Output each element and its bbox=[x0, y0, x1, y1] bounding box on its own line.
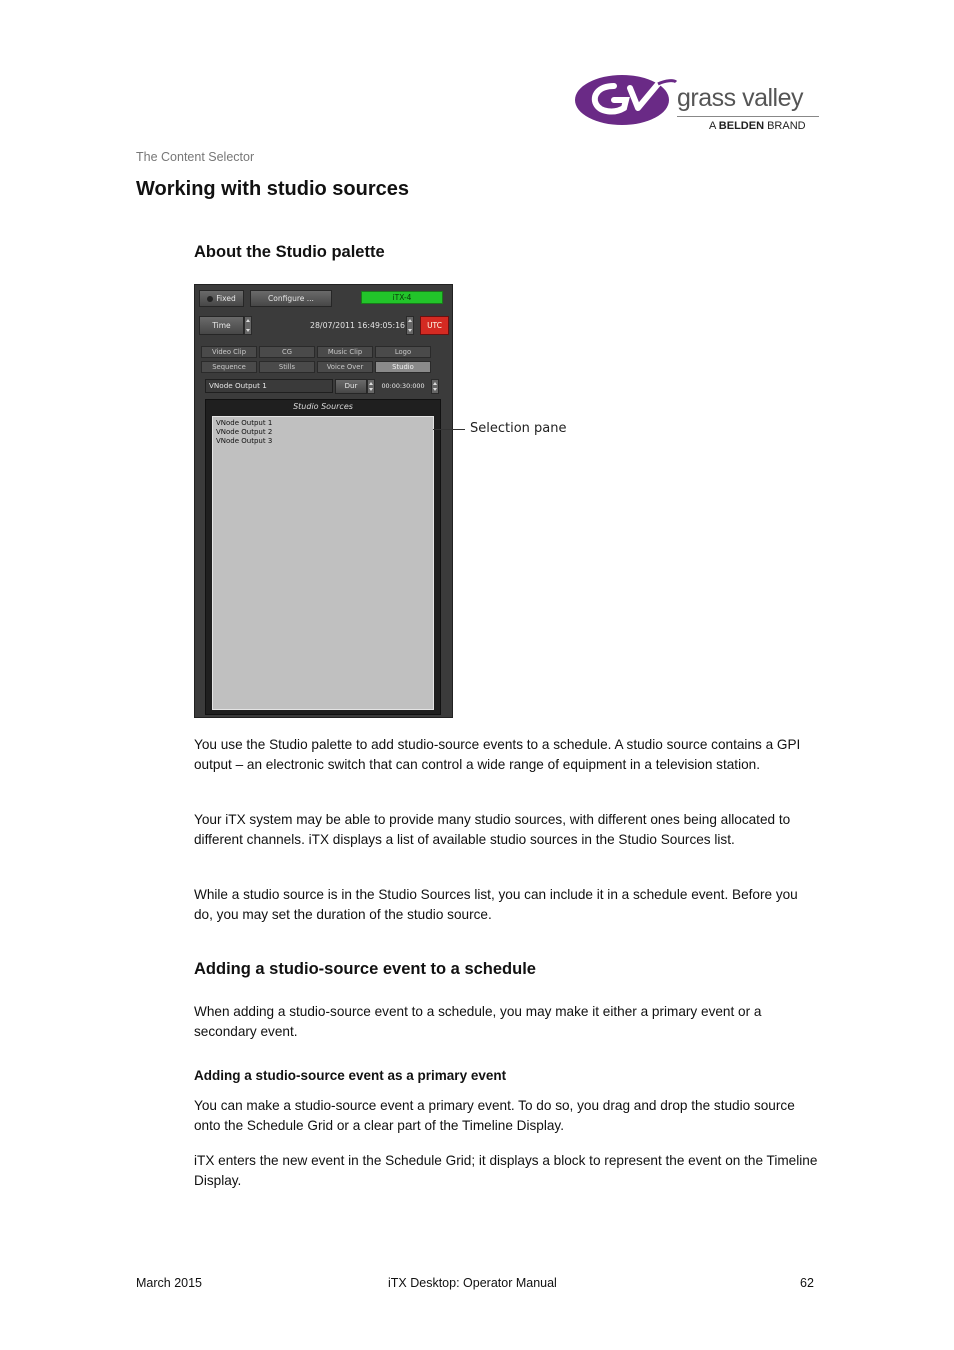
output-select[interactable]: VNode Output 1 bbox=[205, 379, 333, 393]
tab-music-clip[interactable]: Music Clip bbox=[317, 346, 373, 358]
tab-stills[interactable]: Stills bbox=[259, 361, 315, 373]
time-button[interactable]: Time bbox=[199, 316, 244, 335]
brand-divider bbox=[677, 116, 819, 117]
configure-button[interactable]: Configure ... bbox=[250, 290, 332, 307]
dur-left-spinner[interactable] bbox=[367, 379, 375, 394]
subsubsection-title-primary-event: Adding a studio-source event as a primary event bbox=[194, 1068, 507, 1083]
list-item[interactable]: VNode Output 3 bbox=[216, 437, 273, 445]
tab-video-clip[interactable]: Video Clip bbox=[201, 346, 257, 358]
tab-logo[interactable]: Logo bbox=[375, 346, 431, 358]
subsection-title-adding-event: Adding a studio-source event to a schedule bbox=[194, 960, 536, 978]
tab-voice-over[interactable]: Voice Over bbox=[317, 361, 373, 373]
footer-manual-title: iTX Desktop: Operator Manual bbox=[388, 1276, 557, 1290]
utc-button[interactable]: UTC bbox=[420, 316, 449, 335]
paragraph: Your iTX system may be able to provide many studio sources, with different ones being allocated to different channels. iTX displays a list of available studio sources in the Studio Sources list. bbox=[194, 812, 791, 847]
duration-spinner[interactable] bbox=[431, 379, 439, 394]
dur-button[interactable]: Dur bbox=[335, 379, 367, 394]
paragraph: You can make a studio-source event a primary event. To do so, you drag and drop the studio source onto the Schedule Grid or a clear part of the Timeline Display. bbox=[194, 1098, 795, 1133]
section-title: Working with studio sources bbox=[136, 178, 409, 200]
time-spinner[interactable] bbox=[244, 316, 252, 335]
grass-valley-logo bbox=[574, 70, 824, 136]
subsection-title-studio-palette: About the Studio palette bbox=[194, 243, 385, 261]
selection-pane[interactable] bbox=[212, 416, 434, 710]
tab-studio[interactable]: Studio bbox=[375, 361, 431, 373]
paragraph: When adding a studio-source event to a schedule, you may make it either a primary event or a secondary event. bbox=[194, 1004, 762, 1039]
tab-cg[interactable]: CG bbox=[259, 346, 315, 358]
fixed-button[interactable]: Fixed bbox=[199, 290, 244, 307]
callout-line bbox=[433, 429, 465, 430]
paragraph: While a studio source is in the Studio Sources list, you can include it in a schedule event. Before you do, you may set the duration of the studio source. bbox=[194, 887, 798, 922]
studio-palette-screenshot bbox=[194, 284, 453, 718]
brand-subtitle: A BELDEN BRAND bbox=[709, 120, 806, 132]
channel-indicator: iTX-4 bbox=[361, 291, 443, 304]
selection-pane-callout: Selection pane bbox=[470, 421, 567, 436]
datetime-display: 28/07/2011 16:49:05:16 bbox=[310, 321, 405, 330]
datetime-spinner[interactable] bbox=[406, 316, 414, 335]
list-item[interactable]: VNode Output 2 bbox=[216, 428, 273, 436]
paragraph: You use the Studio palette to add studio-source events to a schedule. A studio source contains a GPI output – an electronic switch that can control a wide range of equipment in a television station. bbox=[194, 737, 801, 772]
gv-logo-icon bbox=[574, 72, 678, 128]
tab-sequence[interactable]: Sequence bbox=[201, 361, 257, 373]
fixed-indicator-icon bbox=[207, 296, 213, 302]
studio-sources-title: Studio Sources bbox=[293, 402, 353, 411]
footer-page-number: 62 bbox=[800, 1276, 814, 1290]
brand-name: grass valley bbox=[677, 84, 803, 112]
list-item[interactable]: VNode Output 1 bbox=[216, 419, 273, 427]
duration-display: 00:00:30:000 bbox=[381, 382, 425, 390]
running-head: The Content Selector bbox=[136, 150, 255, 164]
studio-sources-panel bbox=[205, 399, 441, 715]
footer-date: March 2015 bbox=[136, 1276, 203, 1290]
paragraph: iTX enters the new event in the Schedule Grid; it displays a block to represent the event on the Timeline Display. bbox=[194, 1153, 818, 1188]
